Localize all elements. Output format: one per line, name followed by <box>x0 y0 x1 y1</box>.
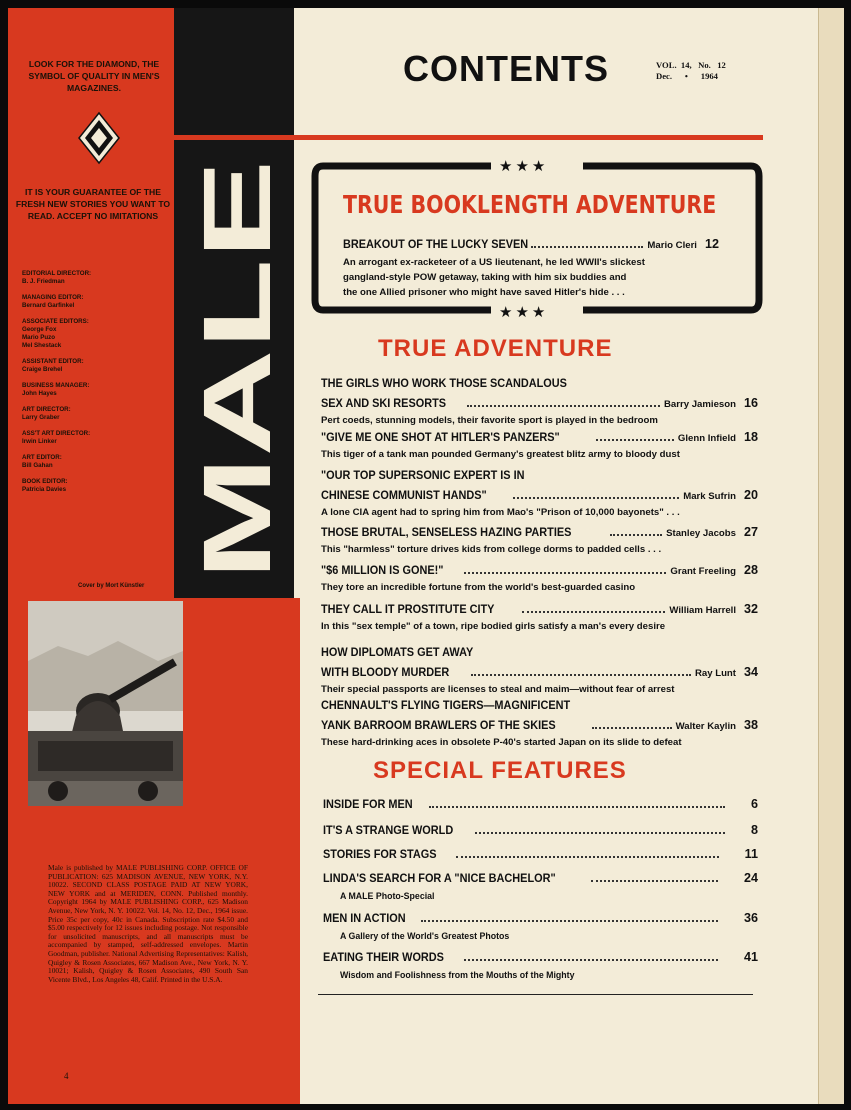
feature-title: INSIDE FOR MEN <box>323 797 413 811</box>
entry-title-line: "OUR TOP SUPERSONIC EXPERT IS IN <box>321 468 525 482</box>
entry-page: 18 <box>743 430 758 444</box>
staff-role: BOOK EDITOR: <box>22 478 68 485</box>
staff-list <box>22 270 172 494</box>
leader-dots <box>610 534 663 536</box>
feature-title: LINDA'S SEARCH FOR A "NICE BACHELOR" <box>323 871 556 885</box>
entry-title: WITH BLOODY MURDER <box>321 665 450 679</box>
staff-role: MANAGING EDITOR: <box>22 294 84 301</box>
entry-title: CHINESE COMMUNIST HANDS" <box>321 488 487 502</box>
booklength-desc-line: gangland-style POW getaway, taking with him six buddies and <box>343 272 627 283</box>
booklength-desc-line: the one Allied prisoner who might have saved Hitler's hide . . . <box>343 287 625 298</box>
entry-title: "GIVE ME ONE SHOT AT HITLER'S PANZERS" <box>321 430 560 444</box>
feature-page: 6 <box>750 797 758 811</box>
staff-name: Bill Gahan <box>22 462 53 469</box>
staff-name: Bernard Garfinkel <box>22 302 75 309</box>
feature-page: 8 <box>750 823 758 837</box>
sidebar-red-lower <box>174 598 300 1104</box>
entry-title: SEX AND SKI RESORTS <box>321 396 447 410</box>
entry-desc: A lone CIA agent had to spring him from Mao's "Prison of 10,000 bayonets" . . . <box>321 507 680 518</box>
entry-author: Mark Sufrin <box>683 491 736 502</box>
entry-title-line: THE GIRLS WHO WORK THOSE SCANDALOUS <box>321 376 567 390</box>
leader-dots <box>591 880 718 882</box>
feature-entry[interactable] <box>323 823 758 837</box>
entry-title: THOSE BRUTAL, SENSELESS HAZING PARTIES <box>321 525 572 539</box>
entry-title: "$6 MILLION IS GONE!" <box>321 563 444 577</box>
staff-role: ASSISTANT EDITOR: <box>22 358 84 365</box>
staff-name: Larry Graber <box>22 414 60 421</box>
page-edge <box>818 8 844 1104</box>
entry-author: Ray Lunt <box>694 668 736 679</box>
stars-top: ★★★ <box>493 157 554 175</box>
entry-desc: This tiger of a tank man pounded Germany's greatest blitz army to bloody dust <box>321 449 680 460</box>
entry-title: BREAKOUT OF THE LUCKY SEVEN <box>343 237 529 251</box>
feature-title: MEN IN ACTION <box>323 911 406 925</box>
feature-entry[interactable] <box>323 847 758 861</box>
leader-dots <box>421 920 718 922</box>
toc-entry[interactable] <box>321 602 758 616</box>
staff-role: ART DIRECTOR: <box>22 406 71 413</box>
toc-entry[interactable] <box>321 718 758 732</box>
bottom-rule <box>318 994 753 995</box>
leader-dots <box>475 832 725 834</box>
magazine-logo <box>184 148 291 588</box>
leader-dots <box>513 497 679 499</box>
staff-name: Irwin Linker <box>22 438 57 445</box>
feature-page: 24 <box>743 871 758 885</box>
entry-page: 12 <box>704 237 719 251</box>
staff-name: Mel Shestack <box>22 342 62 349</box>
toc-entry[interactable] <box>321 430 758 444</box>
leader-dots <box>464 959 718 961</box>
entry-author: Stanley Jacobs <box>666 528 736 539</box>
staff-role: EDITORIAL DIRECTOR: <box>22 270 92 277</box>
page-number: 4 <box>64 1071 69 1081</box>
diamond-logo-icon <box>78 112 120 164</box>
leader-dots <box>471 674 691 676</box>
entry-desc: This "harmless" torture drives kids from college dorms to padded cells . . . <box>321 544 662 555</box>
booklength-entry[interactable] <box>343 237 719 251</box>
special-features-heading: SPECIAL FEATURES <box>373 757 627 784</box>
staff-name: Mario Puzo <box>22 334 56 341</box>
guarantee-text: IT IS YOUR GUARANTEE OF THE FRESH NEW STORIES YOU WANT TO READ. ACCEPT NO IMITATIONS <box>15 187 171 221</box>
leader-dots <box>596 439 674 441</box>
feature-title: EATING THEIR WORDS <box>323 950 444 964</box>
entry-title-line: CHENNAULT'S FLYING TIGERS—MAGNIFICENT <box>321 698 571 712</box>
toc-entry[interactable] <box>321 488 758 502</box>
feature-title: STORIES FOR STAGS <box>323 847 437 861</box>
feature-entry[interactable] <box>323 871 758 885</box>
feature-subtitle: A MALE Photo-Special <box>340 891 435 901</box>
stars-bottom: ★★★ <box>493 303 554 321</box>
entry-page: 38 <box>743 718 758 732</box>
true-adventure-heading: TRUE ADVENTURE <box>378 335 613 362</box>
feature-page: 41 <box>743 950 758 964</box>
entry-author: William Harrell <box>669 605 736 616</box>
entry-page: 27 <box>743 525 758 539</box>
entry-desc: In this "sex temple" of a town, ripe bodied girls satisfy a man's every desire <box>321 621 666 632</box>
entry-page: 32 <box>743 602 758 616</box>
entry-author: Walter Kaylin <box>675 721 736 732</box>
staff-role: ASSOCIATE EDITORS: <box>22 318 89 325</box>
staff-role: ASS'T ART DIRECTOR: <box>22 430 91 437</box>
diamond-notice: LOOK FOR THE DIAMOND, THE SYMBOL OF QUALITY IN MEN'S MAGAZINES. <box>28 59 160 93</box>
entry-page: 28 <box>743 563 758 577</box>
issue-info: VOL. 14, No. 12 Dec. • 1964 <box>656 60 726 81</box>
staff-name: B. J. Friedman <box>22 278 65 285</box>
toc-entry[interactable] <box>321 525 758 539</box>
feature-subtitle: Wisdom and Foolishness from the Mouths of the Mighty <box>340 970 575 980</box>
leader-dots <box>522 611 665 613</box>
leader-dots <box>592 727 672 729</box>
entry-desc: Pert coeds, stunning models, their favorite sport is played in the bedroom <box>321 415 658 426</box>
feature-entry[interactable] <box>323 950 758 964</box>
cover-credit: Cover by Mort Künstler <box>78 583 145 589</box>
entry-page: 34 <box>743 665 758 679</box>
entry-title-line: HOW DIPLOMATS GET AWAY <box>321 645 474 659</box>
booklength-heading: TRUE BOOKLENGTH ADVENTURE <box>343 190 717 219</box>
leader-dots <box>467 405 660 407</box>
feature-page: 36 <box>743 911 758 925</box>
entry-author: Barry Jamieson <box>663 399 736 410</box>
leader-dots <box>456 856 719 858</box>
toc-entry[interactable] <box>321 563 758 577</box>
feature-subtitle: A Gallery of the World's Greatest Photos <box>340 931 510 941</box>
staff-name: George Fox <box>22 326 57 333</box>
toc-entry[interactable] <box>321 396 758 410</box>
entry-author: Mario Cleri <box>647 240 697 251</box>
leader-dots <box>429 806 725 808</box>
entry-author: Glenn Infield <box>677 433 736 444</box>
feature-entry[interactable] <box>323 911 758 925</box>
toc-entry[interactable] <box>321 665 758 679</box>
leader-dots <box>464 572 666 574</box>
staff-name: Patricia Davies <box>22 486 67 493</box>
cover-photo <box>28 601 183 806</box>
entry-title: THEY CALL IT PROSTITUTE CITY <box>321 602 495 616</box>
magazine-page <box>8 8 843 1104</box>
feature-title: IT'S A STRANGE WORLD <box>323 823 454 837</box>
leader-dots <box>531 246 643 248</box>
contents-title: CONTENTS <box>403 48 609 89</box>
entry-desc: They tore an incredible fortune from the world's best-guarded casino <box>321 582 636 593</box>
entry-title: YANK BARROOM BRAWLERS OF THE SKIES <box>321 718 556 732</box>
entry-page: 20 <box>743 488 758 502</box>
red-divider <box>148 135 763 140</box>
entry-page: 16 <box>743 396 758 410</box>
staff-name: John Hayes <box>22 390 57 397</box>
staff-role: ART EDITOR: <box>22 454 62 461</box>
entry-author: Grant Freeling <box>670 566 736 577</box>
booklength-desc-line: An arrogant ex-racketeer of a US lieutenant, he led WWII's slickest <box>343 257 645 268</box>
staff-role: BUSINESS MANAGER: <box>22 382 90 389</box>
entry-desc: Their special passports are licenses to steal and maim—without fear of arrest <box>321 684 675 695</box>
feature-entry[interactable] <box>323 797 758 811</box>
entry-desc: These hard-drinking aces in obsolete P-40's started Japan on its slide to defeat <box>321 737 682 748</box>
staff-name: Craige Brehel <box>22 366 63 373</box>
magazine-name: MALE <box>184 308 291 580</box>
publisher-info: Male is published by MALE PUBLISHING CORP. OFFICE OF PUBLICATION: 625 MADISON AVENUE, NEW YORK, N.Y. 10022. SECOND CLASS POSTAGE PAID AT NEW YORK, NEW YORK and at MERIDEN, CONN. Published monthly. Copyright 1964 by MALE PUBLISHING CORP., 625 Madison Avenue, New York, N. Y. 10022. Vol. 14, No. 12, Dec., 1964 issue. Price 35c per copy, 40c in Canada. Subscription rate $4.50 and $5.00 respectively for 12 issues including postage. Not responsible for unsolicited manuscripts, and all manuscripts must be accompanied by stamped, self-addressed envelopes. Martin Goodman, publisher. National Advertising Representatives: Kalish, Quigley & Rosen Associates, 667 Madison Ave., New York, N. Y. 10021; Kalish, Quigley & Rosen Associates, 490 South San Vicente Blvd., Los Angeles 48, Calif. Printed in the U.S.A. <box>48 863 248 984</box>
feature-page: 11 <box>744 847 758 861</box>
